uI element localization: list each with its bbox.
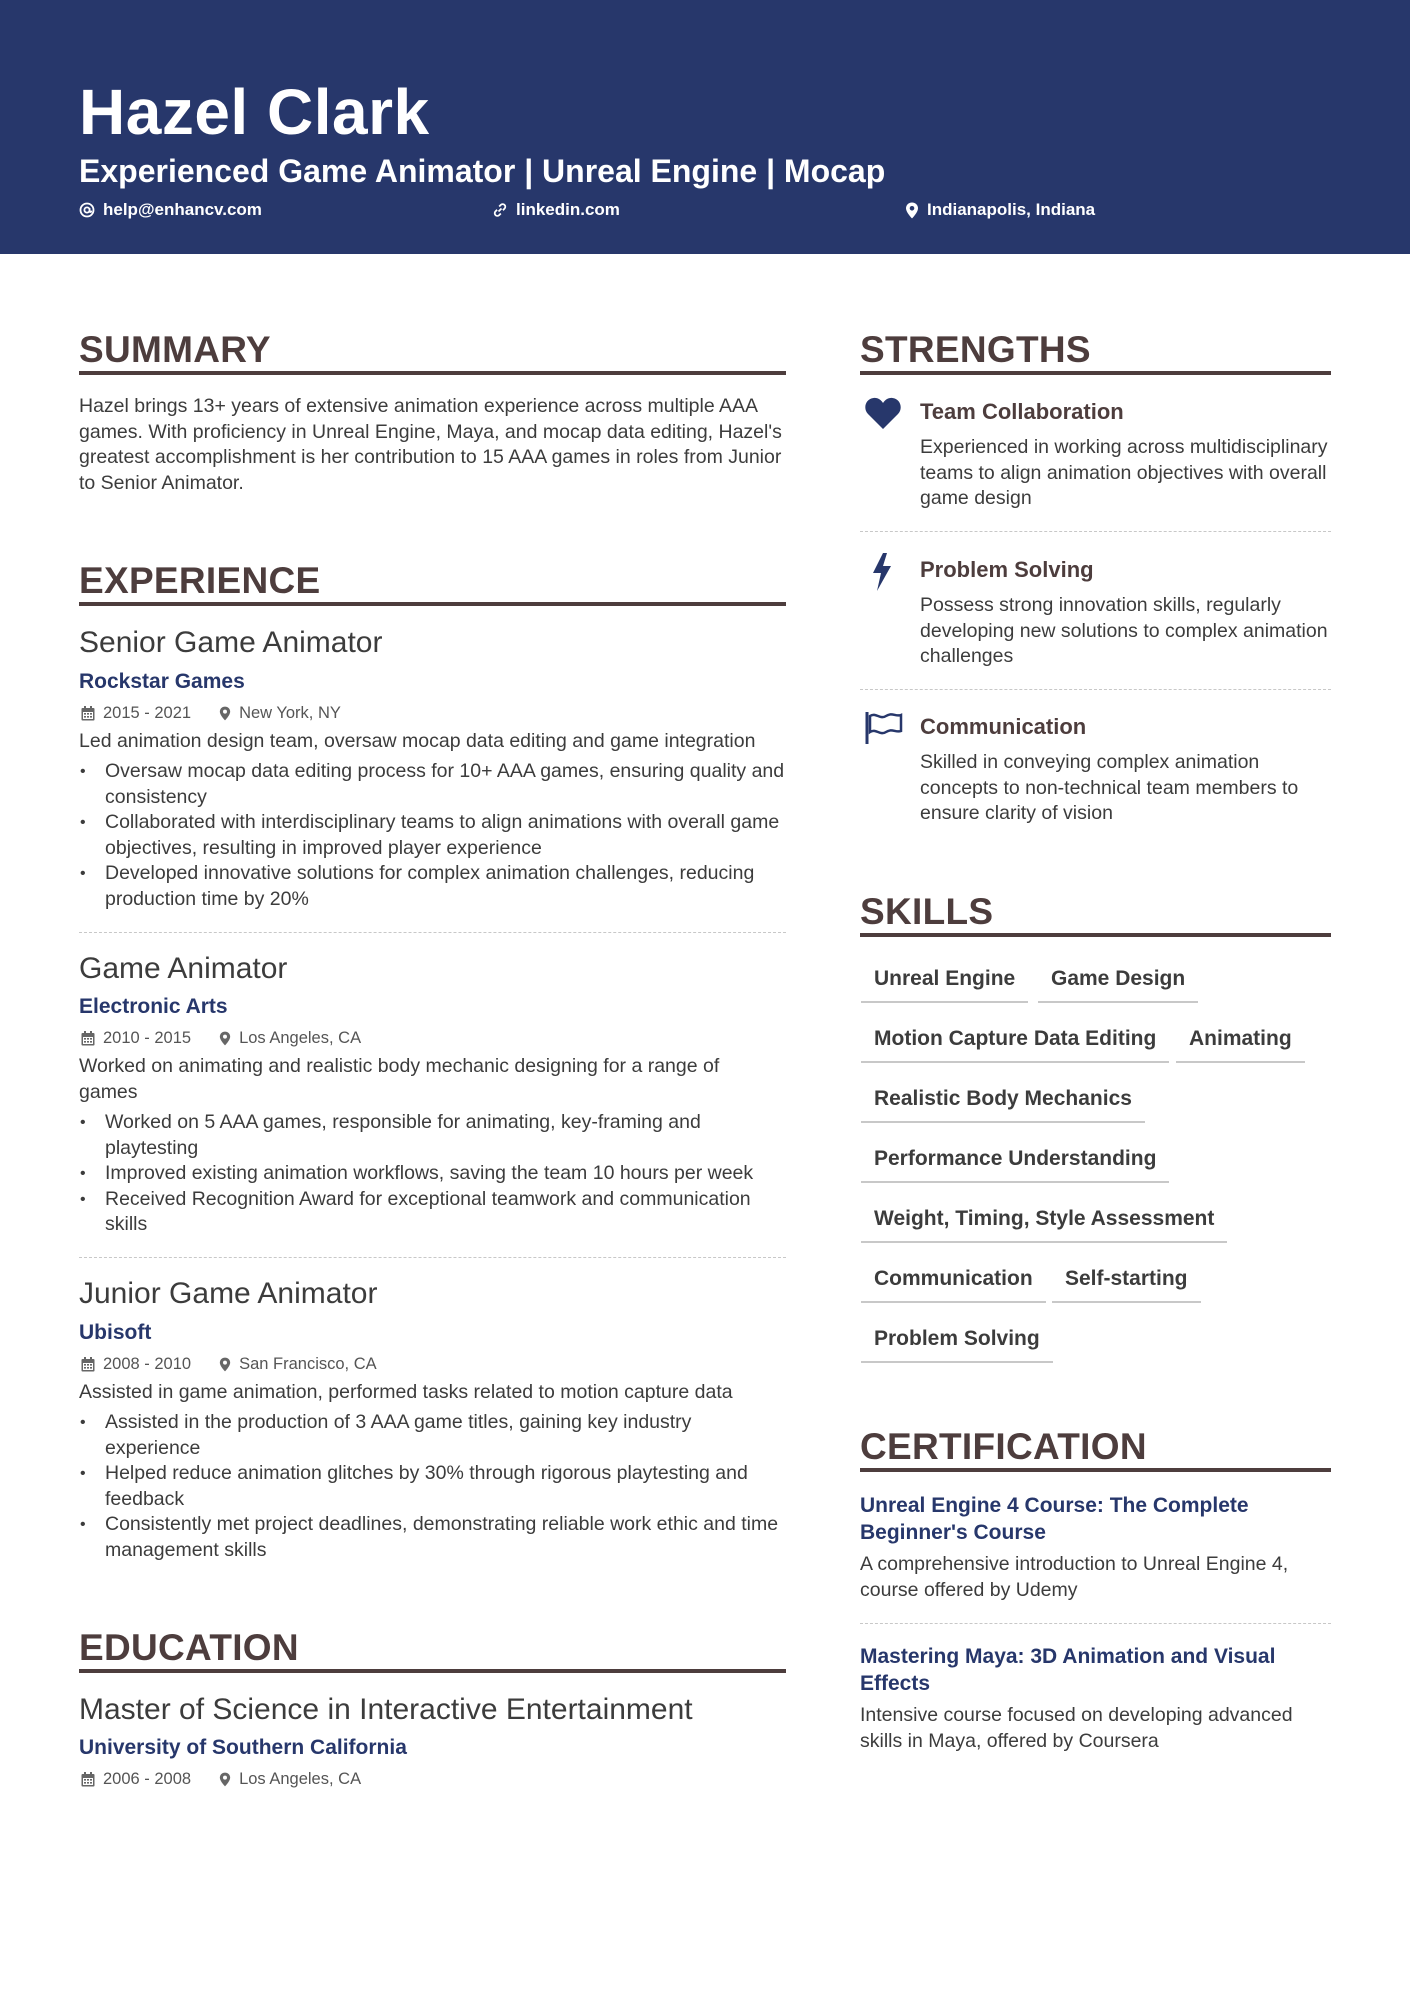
strength-separator <box>860 689 1331 690</box>
at-icon <box>79 202 95 218</box>
job-dates: 2010 - 2015 <box>103 1029 192 1047</box>
location-pin-icon <box>219 1031 231 1046</box>
certification-separator <box>860 1623 1331 1624</box>
flag-icon <box>864 711 904 745</box>
strengths-heading: STRENGTHS <box>860 329 1091 370</box>
strength-text: Skilled in conveying complex animation concepts to non-technical team members to ensure clarity of vision <box>920 751 1299 824</box>
job-dates: 2015 - 2021 <box>103 704 192 722</box>
candidate-name: Hazel Clark <box>79 76 430 148</box>
link-icon <box>492 202 508 218</box>
strength-title: Problem Solving <box>920 557 1094 582</box>
candidate-headline: Experienced Game Animator | Unreal Engine | Mocap <box>79 153 886 189</box>
skill-tag: Communication <box>861 1265 1046 1303</box>
skills-heading: SKILLS <box>860 891 994 932</box>
heart-icon <box>864 396 902 430</box>
contact-email[interactable] <box>79 198 262 222</box>
degree-title: Master of Science in Interactive Entertainment <box>79 1693 693 1726</box>
job-separator <box>79 932 786 933</box>
certification-text: A comprehensive introduction to Unreal Engine 4, course offered by Udemy <box>860 1553 1289 1601</box>
contact-linkedin-text: linkedin.com <box>516 200 620 219</box>
certification-text: Intensive course focused on developing advanced skills in Maya, offered by Coursera <box>860 1704 1293 1752</box>
job-title: Game Animator <box>79 952 288 985</box>
summary-text: Hazel brings 13+ years of extensive animation experience across multiple AAA games. With proficiency in Unreal Engine, Maya, and mocap data editing, Hazel's greatest accomplishment is her contribution to 15 AAA games in roles from Junior to Senior Animator. <box>79 395 782 494</box>
summary-heading: SUMMARY <box>79 329 271 370</box>
education-dates: 2006 - 2008 <box>103 1770 192 1788</box>
certification-divider <box>860 1468 1331 1472</box>
skill-tag: Problem Solving <box>861 1325 1053 1363</box>
skill-tag: Weight, Timing, Style Assessment <box>861 1205 1227 1243</box>
location-pin-icon <box>219 1357 231 1372</box>
job-bullets <box>79 1110 791 1238</box>
experience-divider <box>79 602 786 606</box>
skill-tag: Game Design <box>1038 965 1198 1003</box>
certification-heading: CERTIFICATION <box>860 1426 1147 1467</box>
skill-tag: Animating <box>1176 1025 1305 1063</box>
education-heading: EDUCATION <box>79 1627 299 1668</box>
job-description: Led animation design team, oversaw mocap data editing and game integration <box>79 730 756 752</box>
job-bullet: • Assisted in the production of 3 AAA game titles, gaining key industry experience <box>79 1410 791 1461</box>
location-pin-icon <box>905 202 919 219</box>
skills-divider <box>860 933 1331 937</box>
job-meta <box>81 1027 361 1049</box>
job-bullet: • Developed innovative solutions for complex animation challenges, reducing production time by 20% <box>79 861 791 912</box>
certification-title: Mastering Maya: 3D Animation and Visual Effects <box>860 1645 1276 1695</box>
job-bullets <box>79 759 791 912</box>
job-description: Worked on animating and realistic body mechanic designing for a range of games <box>79 1055 720 1103</box>
job-bullet: • Consistently met project deadlines, demonstrating reliable work ethic and time management skills <box>79 1512 791 1563</box>
school-name: University of Southern California <box>79 1736 407 1759</box>
strength-title: Team Collaboration <box>920 399 1124 424</box>
job-location: San Francisco, CA <box>239 1355 377 1373</box>
job-title: Senior Game Animator <box>79 626 383 659</box>
education-location: Los Angeles, CA <box>239 1770 362 1788</box>
calendar-icon <box>81 1357 95 1372</box>
location-pin-icon <box>219 1772 231 1787</box>
strength-title: Communication <box>920 714 1087 739</box>
skill-tag: Realistic Body Mechanics <box>861 1085 1145 1123</box>
job-description: Assisted in game animation, performed tasks related to motion capture data <box>79 1381 733 1403</box>
job-bullet: • Collaborated with interdisciplinary teams to align animations with overall game objectives, resulting in improved player experience <box>79 810 791 861</box>
resume-header <box>0 0 1410 254</box>
job-company: Rockstar Games <box>79 670 245 693</box>
contact-location <box>905 198 1095 222</box>
job-company: Electronic Arts <box>79 995 228 1018</box>
education-divider <box>79 1669 786 1673</box>
job-location: New York, NY <box>239 704 341 722</box>
calendar-icon <box>81 1031 95 1046</box>
strength-text: Possess strong innovation skills, regularly developing new solutions to complex animation challenges <box>920 594 1328 667</box>
job-bullets <box>79 1410 791 1563</box>
skill-tag: Unreal Engine <box>861 965 1028 1003</box>
calendar-icon <box>81 1772 95 1787</box>
education-meta <box>81 1768 361 1790</box>
job-bullet: • Worked on 5 AAA games, responsible for animating, key-framing and playtesting <box>79 1110 791 1161</box>
contact-location-text: Indianapolis, Indiana <box>927 200 1096 219</box>
calendar-icon <box>81 706 95 721</box>
job-bullet: • Improved existing animation workflows, saving the team 10 hours per week <box>79 1161 791 1187</box>
lightning-icon <box>870 553 894 591</box>
experience-heading: EXPERIENCE <box>79 560 321 601</box>
job-meta <box>81 1353 377 1375</box>
skill-tag: Motion Capture Data Editing <box>861 1025 1169 1063</box>
strength-separator <box>860 531 1331 532</box>
job-location: Los Angeles, CA <box>239 1029 362 1047</box>
skill-tag: Self-starting <box>1052 1265 1201 1303</box>
skill-tag: Performance Understanding <box>861 1145 1169 1183</box>
contact-email-text: help@enhancv.com <box>103 200 262 219</box>
strength-text: Experienced in working across multidisciplinary teams to align animation objectives with overall game design <box>920 436 1328 509</box>
job-bullet: • Helped reduce animation glitches by 30% through rigorous playtesting and feedback <box>79 1461 791 1512</box>
certification-title: Unreal Engine 4 Course: The Complete Beginner's Course <box>860 1494 1249 1544</box>
strengths-divider <box>860 371 1331 375</box>
job-meta <box>81 702 341 724</box>
location-pin-icon <box>219 706 231 721</box>
job-bullet: • Oversaw mocap data editing process for 10+ AAA games, ensuring quality and consistency <box>79 759 791 810</box>
job-company: Ubisoft <box>79 1321 152 1344</box>
contact-linkedin[interactable] <box>492 198 620 222</box>
job-separator <box>79 1257 786 1258</box>
job-title: Junior Game Animator <box>79 1277 378 1310</box>
summary-divider <box>79 371 786 375</box>
job-dates: 2008 - 2010 <box>103 1355 192 1373</box>
job-bullet: • Received Recognition Award for exceptional teamwork and communication skills <box>79 1187 791 1238</box>
